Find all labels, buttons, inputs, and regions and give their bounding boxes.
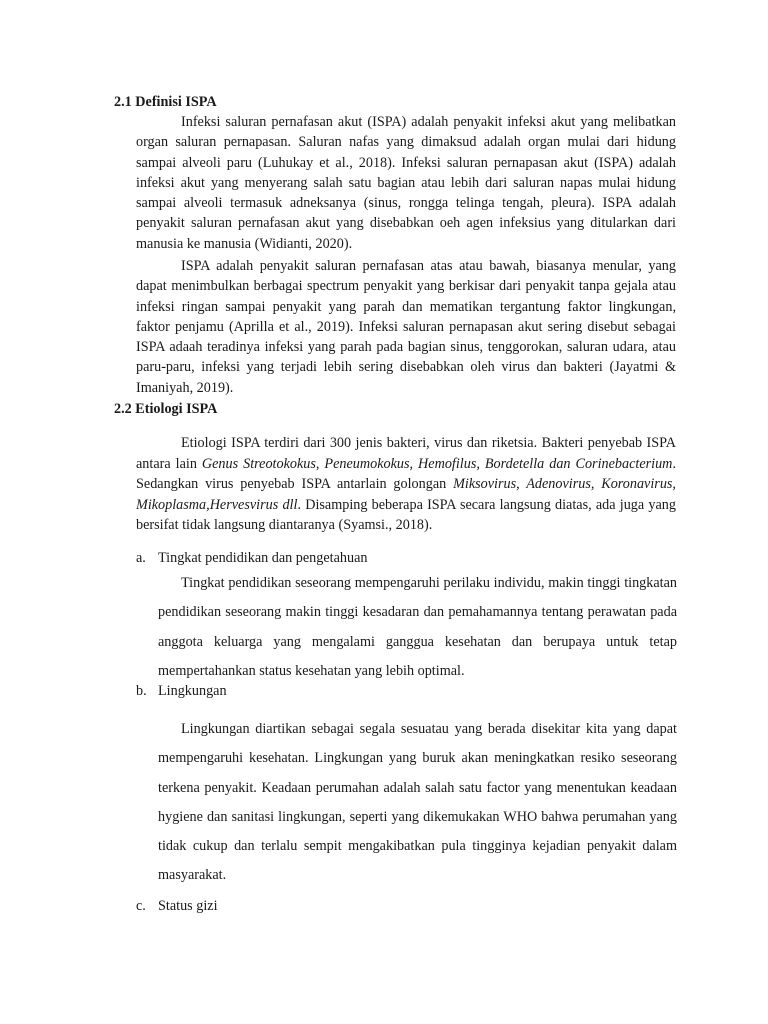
- list-label-pendidikan: Tingkat pendidikan dan pengetahuan: [158, 550, 368, 566]
- intro-virus-names: Miksovirus, Adenovirus, Koronavirus, Mikoplasma,Hervesvirus dll: [136, 476, 676, 513]
- section-heading-etiologi: 2.2 Etiologi ISPA: [114, 401, 218, 417]
- list-marker-b: b.: [136, 683, 147, 699]
- paragraph-definisi-2: ISPA adalah penyakit saluran pernafasan atas atau bawah, biasanya menular, yang dapat menimbulkan berbagai spectrum penyakit yang berkisar dari penyakit tanpa gejala atau infeksi ringan sampai penyakit yang parah dan mematikan tergantung faktor lingkungan, faktor penjamu (Aprilla et al., 2019). Infeksi saluran pernapasan akut sering disebut sebagai ISPA adaah teradinya infeksi yang parah pada bagian sinus, tenggorokan, saluran udara, atau paru-paru, infeksi yang terjadi lebih sering disebabkan oleh virus dan bakteri (Jayatmi & Imaniyah, 2019).: [136, 258, 676, 396]
- intro-text-3: . Disamping beberapa ISPA secara langsung diatas, ada juga yang bersifat tidak langsung diantaranya (Syamsi., 2018).: [136, 496, 676, 533]
- paragraph-lingkungan: Lingkungan diartikan sebagai segala sesuatau yang berada disekitar kita yang dapat mempengaruhi kesehatan. Lingkungan yang buruk akan meningkatkan resiko seseorang terkena penyakit. Keadaan perumahan adalah salah satu factor yang menentukan keadaan hygiene dan sanitasi lingkungan, seperti yang dikemukakan WHO bahwa perumahan yang tidak cukup dan terlalu sempit mengakibatkan pula tingginya kejadian penyakit dalam masyarakat.: [158, 721, 677, 884]
- list-marker-a: a.: [136, 550, 146, 566]
- paragraph-definisi-1: Infeksi saluran pernafasan akut (ISPA) adalah penyakit infeksi akut yang melibatkan organ saluran pernapasan. Saluran nafas yang dimaksud adalah organ mulai dari hidung sampai alveoli paru (Luhukay et al., 2018). Infeksi saluran pernapasan akut (ISPA) adalah infeksi akut yang menyerang salah satu bagian atau lebih dari saluran napas mulai hidung sampai alveoli termasuk adneksanya (sinus, rongga telinga tengah, pleura). ISPA adalah penyakit saluran pernafasan akut yang disebabkan oeh agen infeksius yang ditularkan dari manusia ke manusia (Widianti, 2020).: [136, 114, 676, 252]
- intro-text-1: Etiologi ISPA terdiri dari 300 jenis bakteri, virus dan riketsia. Bakteri penyebab ISPA antara lain: [136, 435, 676, 472]
- intro-text-2: . Sedangkan virus penyebab ISPA antarlain golongan: [136, 455, 676, 492]
- paragraph-etiologi-intro: [136, 433, 676, 536]
- paragraph-pendidikan: Tingkat pendidikan seseorang mempengaruhi perilaku individu, makin tinggi tingkatan pendidikan seseorang makin tinggi kesadaran dan pemahamannya tentang perawatan pada anggota keluarga yang mengalami ganggua kesehatan dan berupaya untuk tetap mempertahankan status kesehatan yang lebih optimal.: [158, 575, 677, 679]
- list-label-lingkungan: Lingkungan: [158, 683, 227, 699]
- intro-bacteria-names: Genus Streotokokus, Peneumokokus, Hemofilus, Bordetella dan Corinebacterium: [201, 455, 673, 472]
- list-label-status-gizi: Status gizi: [158, 898, 218, 914]
- section-heading-definisi: 2.1 Definisi ISPA: [114, 94, 217, 110]
- list-marker-c: c.: [136, 898, 146, 914]
